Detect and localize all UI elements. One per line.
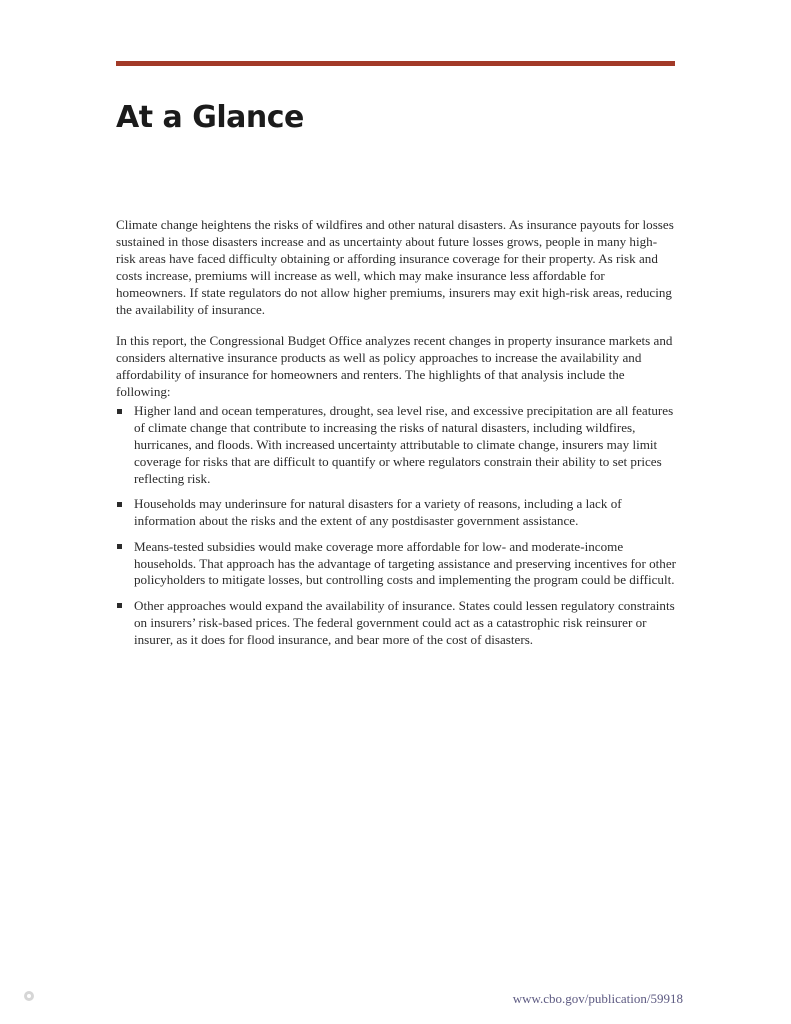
page-marker-icon <box>24 991 34 1001</box>
list-item <box>116 598 676 649</box>
body-paragraph: Climate change heightens the risks of wildfires and other natural disasters. As insurance payouts for losses sustained in those disasters increase and as uncertainty about future losses grows, people in many high-risk areas have faced difficulty obtaining or affording insurance coverage for their property. As risk and costs increase, premiums will increase as well, which may make insurance less affordable for homeowners. If state regulators do not allow higher premiums, insurers may exit high-risk areas, reducing the availability of insurance. <box>116 217 674 317</box>
bullet-square-icon <box>117 603 122 608</box>
bullet-square-icon <box>117 409 122 414</box>
highlights-list <box>116 403 676 649</box>
publication-link[interactable]: www.cbo.gov/publication/59918 <box>512 991 683 1006</box>
page-title: At a Glance <box>116 100 304 135</box>
body-content <box>116 217 676 657</box>
bullet-square-icon <box>117 544 122 549</box>
list-item-text: Households may underinsure for natural disasters for a variety of reasons, including a lack of information about the risks and the extent of any postdisaster government assistance. <box>134 496 622 529</box>
bullet-square-icon <box>117 502 122 507</box>
list-item <box>116 539 676 590</box>
header-accent-rule <box>116 61 675 66</box>
body-paragraph: In this report, the Congressional Budget Office analyzes recent changes in property insurance markets and considers alternative insurance products as well as policy approaches to increase the availability and affordability of insurance for homeowners and renters. The highlights of that analysis include the following: <box>116 333 673 400</box>
list-item <box>116 496 676 530</box>
list-item-text: Higher land and ocean temperatures, drought, sea level rise, and excessive precipitation are all features of climate change that contribute to increasing the risks of natural disasters, including wildfires, hurricanes, and floods. With increased uncertainty attributable to climate change, insurers may limit coverage for risks that are difficult to quantify or where regulators constrain their ability to set prices reflecting risk. <box>134 403 674 486</box>
list-item <box>116 403 676 488</box>
list-item-text: Other approaches would expand the availability of insurance. States could lessen regulatory constraints on insurers’ risk-based prices. The federal government could act as a catastrophic risk reinsurer or insurer, as it does for flood insurance, and bear more of the cost of disasters. <box>134 597 675 647</box>
list-item-text: Means-tested subsidies would make coverage more affordable for low- and moderate-income households. That approach has the advantage of targeting assistance and preserving incentives for other policyholders to mitigate losses, but controlling costs and implementing the program could be difficult. <box>134 538 677 588</box>
